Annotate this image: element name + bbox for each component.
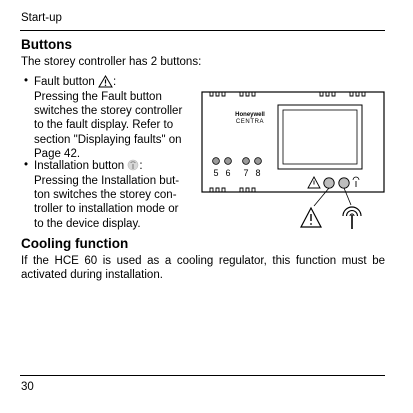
brand-centra: CENTRA [235, 119, 265, 125]
terminal-label: 7 [243, 168, 249, 178]
terminal-label: 8 [255, 168, 261, 178]
bullet-dot: • [24, 159, 29, 171]
terminal-screw [255, 158, 262, 165]
cooling-heading: Cooling function [21, 236, 129, 251]
page-number: 30 [21, 381, 34, 393]
buttons-heading: Buttons [21, 37, 72, 52]
storey-controller-figure [200, 90, 390, 235]
terminal-screw [243, 158, 250, 165]
installation-button-label-line [34, 159, 143, 175]
footer-rule [20, 375, 385, 376]
cooling-line: If the HCE 60 is used as a cooling regulator, this function must be [21, 255, 385, 267]
warning-triangle-icon [98, 75, 113, 91]
desc-line: troller to installation mode or [34, 203, 179, 216]
large-installation-icon [343, 207, 361, 229]
desc-line: section "Displaying faults" on [34, 133, 182, 146]
desc-line: to the fault display. Refer to [34, 119, 174, 132]
cooling-description [21, 254, 385, 282]
installation-button-label: Installation button [34, 160, 125, 172]
bullet-dot: • [24, 75, 29, 87]
installation-button-description [34, 174, 204, 231]
fault-button-on-device [324, 178, 334, 188]
display-inner-frame [283, 110, 357, 164]
terminal-screw [213, 158, 220, 165]
installation-button-colon: : [139, 160, 143, 172]
terminal-label: 5 [213, 168, 219, 178]
fault-button-label: Fault button [34, 76, 95, 88]
fault-button-label-line [34, 75, 116, 91]
large-warning-triangle-icon [301, 208, 321, 227]
desc-line: Pressing the Fault button [34, 91, 162, 103]
terminal-screw [225, 158, 232, 165]
desc-line: Pressing the Installation but- [34, 175, 180, 187]
installation-icon [127, 159, 139, 175]
controller-drawing [200, 90, 390, 230]
fault-button-colon: : [112, 76, 117, 88]
buttons-intro: The storey controller has 2 buttons: [21, 56, 202, 68]
terminal-label: 6 [225, 168, 231, 178]
desc-line: Page 42. [34, 147, 81, 160]
desc-line: switches the storey controller [34, 105, 183, 118]
fault-button-description [34, 90, 204, 161]
running-header: Start-up [21, 12, 62, 24]
desc-line: to the device display. [34, 217, 141, 230]
cooling-line: activated during installation. [21, 269, 163, 282]
header-rule [20, 30, 385, 31]
brand-honeywell: Honeywell [235, 112, 265, 118]
desc-line: ton switches the storey con- [34, 189, 177, 202]
installation-button-on-device [339, 178, 349, 188]
